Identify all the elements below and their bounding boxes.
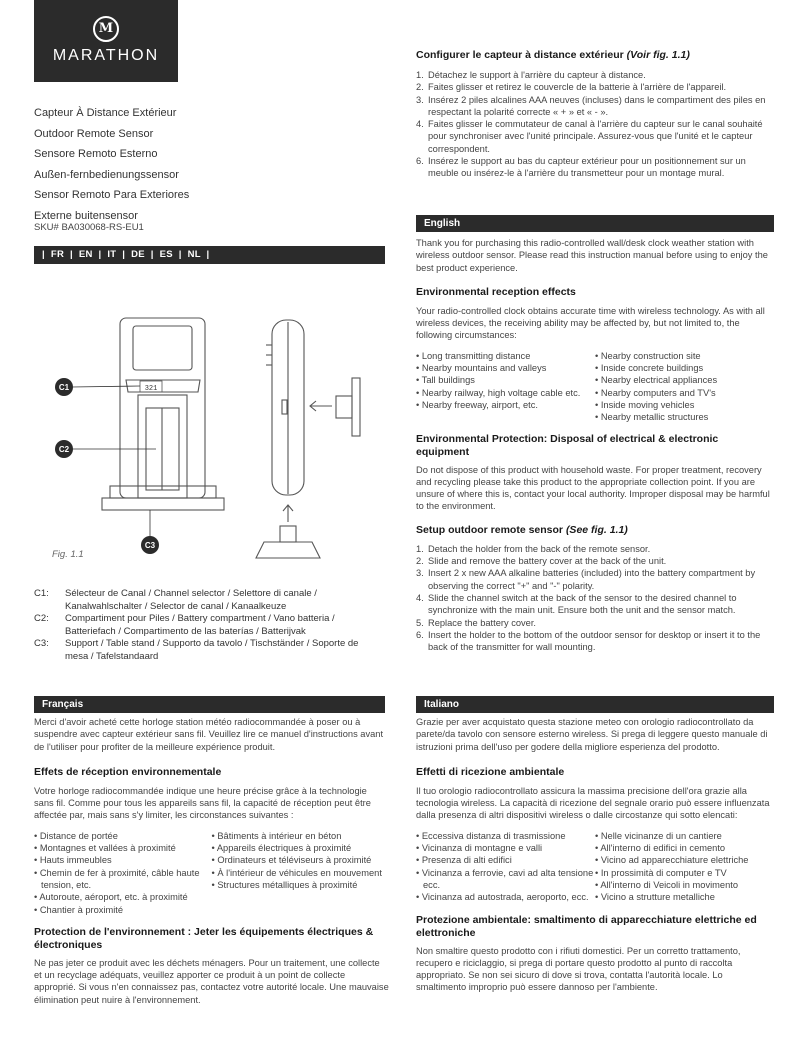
section-bar-italiano: Italiano (416, 696, 774, 713)
legend-text: Compartiment pour Piles / Battery compartment / Vano batteria / Batteriefach / Compartimento de las baterías / Batterijvak (65, 613, 335, 637)
callout-c2-label: C2 (58, 445, 70, 454)
fr-setup-steps (416, 69, 776, 180)
list-item: • Inside concrete buildings (595, 362, 774, 374)
bullet-list-left (34, 830, 212, 916)
bullet-list-left (416, 350, 595, 424)
product-name-de: Außen-fernbedienungssensor (34, 168, 179, 181)
list-item: • Nearby mountains and valleys (416, 362, 595, 374)
bullet-list-left (416, 830, 595, 904)
list-item: • Tall buildings (416, 374, 595, 386)
english-intro: Thank you for purchasing this radio-controlled wall/desk clock weather station with wireless outdoor sensor. Please read this instruction manual before using to enjoy the best product experience. (416, 238, 768, 273)
italiano-bullets (416, 830, 774, 904)
step-item: 6. Insérez le support au bas du capteur extérieur pour un positionnement sur un meuble ou insérez-le à l'arrière du transmetteur pour un montage mural. (416, 156, 746, 179)
list-item: • Eccessiva distanza di trasmissione (416, 830, 595, 842)
section-bar-francais: Français (34, 696, 385, 713)
logo-mark: M (93, 16, 119, 42)
english-bullets (416, 350, 774, 424)
english-protection-text: Do not dispose of this product with household waste. For proper treatment, recovery and recycling please take this product to the appropriate collection point. If you are unsure of where this is, contact your local authority. Improper disposal may be harmful to the environment. (416, 464, 770, 512)
francais-intro: Merci d'avoir acheté cette horloge station météo radiocommandée à poser ou à suspendre avec capteur extérieur sans fil. Veuillez lire ce manuel d'instructions avant de l'utiliser pour profiter de la meilleure expérience produit. (34, 717, 384, 752)
list-item: • Nearby freeway, airport, etc. (416, 399, 595, 411)
italiano-protection-text: Non smaltire questo prodotto con i rifiuti domestici. Per un corretto trattamento, recupero e riciclaggio, si prega di portare questo prodotto al punto di raccolta appropriato. Se non sei sicuro di dove si trova, contatta l'autorità locale. Lo smaltimento improprio può essere dannoso per l'ambiente. (416, 945, 741, 993)
francais-reception-heading: Effets de réception environnementale (34, 765, 222, 778)
italiano-intro: Grazie per aver acquistato questa stazione meteo con orologio radiocontrollato da parete/da tavolo con sensore esterno wireless. Si prega di leggere questo manuale di istruzioni prima dell'uso per godere della migliore esperienza del prodotto. (416, 717, 768, 752)
step-item: 4. Faites glisser le commutateur de canal à l'arrière du capteur sur le canal souhaité pour synchroniser avec l'unité principale. Assurez-vous que l'unité et le capteur correspondent. (416, 119, 763, 154)
figure-label: Fig. 1.1 (52, 549, 84, 560)
section-bar-english: English (416, 215, 774, 232)
bullet-list-right (595, 830, 774, 904)
list-item: • Long transmitting distance (416, 350, 595, 362)
step-item: 4. Slide the channel switch at the back of the sensor to the desired channel to synchronize with the main unit. Ensure both the unit and the sensor match. (416, 592, 737, 616)
english-protection-heading: Environmental Protection: Disposal of electrical & electronic equipment (416, 432, 719, 458)
list-item: • Nearby construction site (595, 350, 774, 362)
francais-reception-text: Votre horloge radiocommandée indique une heure précise grâce à la technologie sans fil. Comme pour tous les appareils sans fil, la capacité de réception peut être affectée par, mais sans s'y limiter, les circonstances suivantes : (34, 785, 371, 821)
marathon-logo (34, 0, 178, 82)
legend-row (34, 588, 384, 613)
english-setup-steps (416, 543, 774, 654)
callout-c2 (55, 440, 73, 458)
list-item: • Vicino ad apparecchiature elettriche (595, 854, 774, 866)
bullet-list-right (212, 830, 390, 916)
italiano-reception-heading: Effetti di ricezione ambientale (416, 765, 565, 778)
product-name-it: Sensore Remoto Esterno (34, 148, 158, 160)
sensor-diagram (40, 300, 390, 570)
callout-c3-label: C3 (144, 541, 156, 550)
italiano-reception-text: Il tuo orologio radiocontrollato assicura la massima precisione dell'ora grazie alla tecnologia wireless. La capacità di ricezione del segnale orario può essere influenzata dalla presenza di altri dispositivi wireless o dalle circostanze qui sotto elencati: (416, 785, 770, 821)
figure-legend (34, 588, 384, 663)
list-item: • All'interno di Veicoli in movimento (595, 879, 774, 891)
product-name-fr: Capteur À Distance Extérieur (34, 107, 177, 119)
list-item: • Montagnes et vallées à proximité (34, 842, 212, 854)
display-digits: 321 (144, 385, 158, 393)
francais-bullets (34, 830, 389, 916)
product-name-es: Sensor Remoto Para Exteriores (34, 189, 190, 201)
legend-row (34, 613, 384, 638)
step-item: 5. Replace the battery cover. (416, 617, 537, 628)
list-item: • Nearby metallic structures (595, 411, 774, 423)
legend-code: C1: (34, 588, 49, 599)
fr-setup-heading: Configurer le capteur à distance extérieur (Voir fig. 1.1) (416, 49, 690, 61)
list-item: • À l'intérieur de véhicules en mouvement (212, 867, 390, 879)
fr-setup-section (416, 49, 776, 180)
list-item: • Presenza di alti edifici (416, 854, 595, 866)
list-item: • Appareils électriques à proximité (212, 842, 390, 854)
list-item: • Nearby computers and TV's (595, 387, 774, 399)
step-item: 2. Slide and remove the battery cover at the back of the unit. (416, 556, 667, 567)
italiano-section (416, 716, 774, 994)
list-item: • All'interno di edifici in cemento (595, 842, 774, 854)
list-item: • Bâtiments à intérieur en béton (212, 830, 390, 842)
list-item: • Vicinanza di montagne e valli (416, 842, 595, 854)
step-item: 6. Insert the holder to the bottom of the outdoor sensor for desktop or insert it to the back of the transmitter for wall mounting. (416, 629, 761, 653)
english-reception-heading: Environmental reception effects (416, 285, 576, 298)
list-item: • Vicinanza a ferrovie, cavi ad alta tensione ecc. (416, 867, 595, 892)
list-item: • Chemin de fer à proximité, câble haute tension, etc. (34, 867, 212, 892)
francais-protection-text: Ne pas jeter ce produit avec les déchets ménagers. Pour un traitement, une collecte et un recyclage adéquats, veuillez apporter ce produit à un point de collecte approprié. Si vous n'en connaissez pas, contactez votre autorité locale. Une mauvaise élimination peut nuire à l'environnement. (34, 957, 389, 1005)
step-item: 1. Détachez le support à l'arrière du capteur à distance. (416, 70, 646, 80)
list-item: • In prossimità di computer e TV (595, 867, 774, 879)
callout-c1 (55, 378, 73, 396)
italiano-protection-heading: Protezione ambientale: smaltimento di apparecchiature elettriche ed elettroniche (416, 913, 757, 939)
callout-c3 (141, 536, 159, 554)
english-setup-heading: Setup outdoor remote sensor (See fig. 1.1) (416, 523, 628, 536)
english-reception-text: Your radio-controlled clock obtains accurate time with wireless technology. As with all wireless devices, the receiving ability may be affected by, but not limited to, the following circumstances: (416, 305, 765, 341)
product-names (34, 103, 384, 226)
list-item: • Hauts immeubles (34, 854, 212, 866)
list-item: • Inside moving vehicles (595, 399, 774, 411)
list-item: • Structures métalliques à proximité (212, 879, 390, 891)
list-item: • Chantier à proximité (34, 904, 212, 916)
list-item: • Nelle vicinanze di un cantiere (595, 830, 774, 842)
legend-text: Sélecteur de Canal / Channel selector / Selettore di canale / Kanalwahlschalter / Selector de canal / Kanaalkeuze (65, 588, 317, 612)
legend-text: Support / Table stand / Supporto da tavolo / Tischständer / Soporte de mesa / Tafelstandaard (65, 638, 359, 662)
list-item: • Distance de portée (34, 830, 212, 842)
list-item: • Autoroute, aéroport, etc. à proximité (34, 891, 212, 903)
language-bar: | FR | EN | IT | DE | ES | NL | (34, 246, 385, 264)
step-item: 3. Insert 2 x new AAA alkaline batteries (included) into the battery compartment by observing the correct "+" and "-" polarity. (416, 568, 756, 591)
logo-text: MARATHON (52, 47, 160, 64)
sku-number: SKU# BA030068-RS-EU1 (34, 222, 144, 233)
legend-code: C2: (34, 613, 49, 624)
list-item: • Nearby electrical appliances (595, 374, 774, 386)
list-item: • Ordinateurs et téléviseurs à proximité (212, 854, 390, 866)
legend-row (34, 638, 384, 663)
legend-code: C3: (34, 638, 49, 649)
list-item: • Nearby railway, high voltage cable etc. (416, 387, 595, 399)
francais-section (34, 716, 389, 1006)
list-item: • Vicino a strutture metalliche (595, 891, 774, 903)
english-section (416, 237, 774, 653)
product-name-en: Outdoor Remote Sensor (34, 127, 154, 140)
step-item: 2. Faites glisser et retirez le couvercle de la batterie à l'arrière de l'appareil. (416, 82, 727, 93)
list-item: • Vicinanza ad autostrada, aeroporto, ecc. (416, 891, 595, 903)
callout-c1-label: C1 (58, 383, 70, 392)
step-item: 3. Insérez 2 piles alcalines AAA neuves (incluses) dans le compartiment des piles en respectant la polarité correcte « + » et « - ». (416, 94, 766, 117)
francais-protection-heading: Protection de l'environnement : Jeter les équipements électriques & électroniques (34, 925, 374, 951)
product-name-nl: Externe buitensensor (34, 209, 138, 222)
bullet-list-right (595, 350, 774, 424)
step-item: 1. Detach the holder from the back of the remote sensor. (416, 543, 651, 554)
